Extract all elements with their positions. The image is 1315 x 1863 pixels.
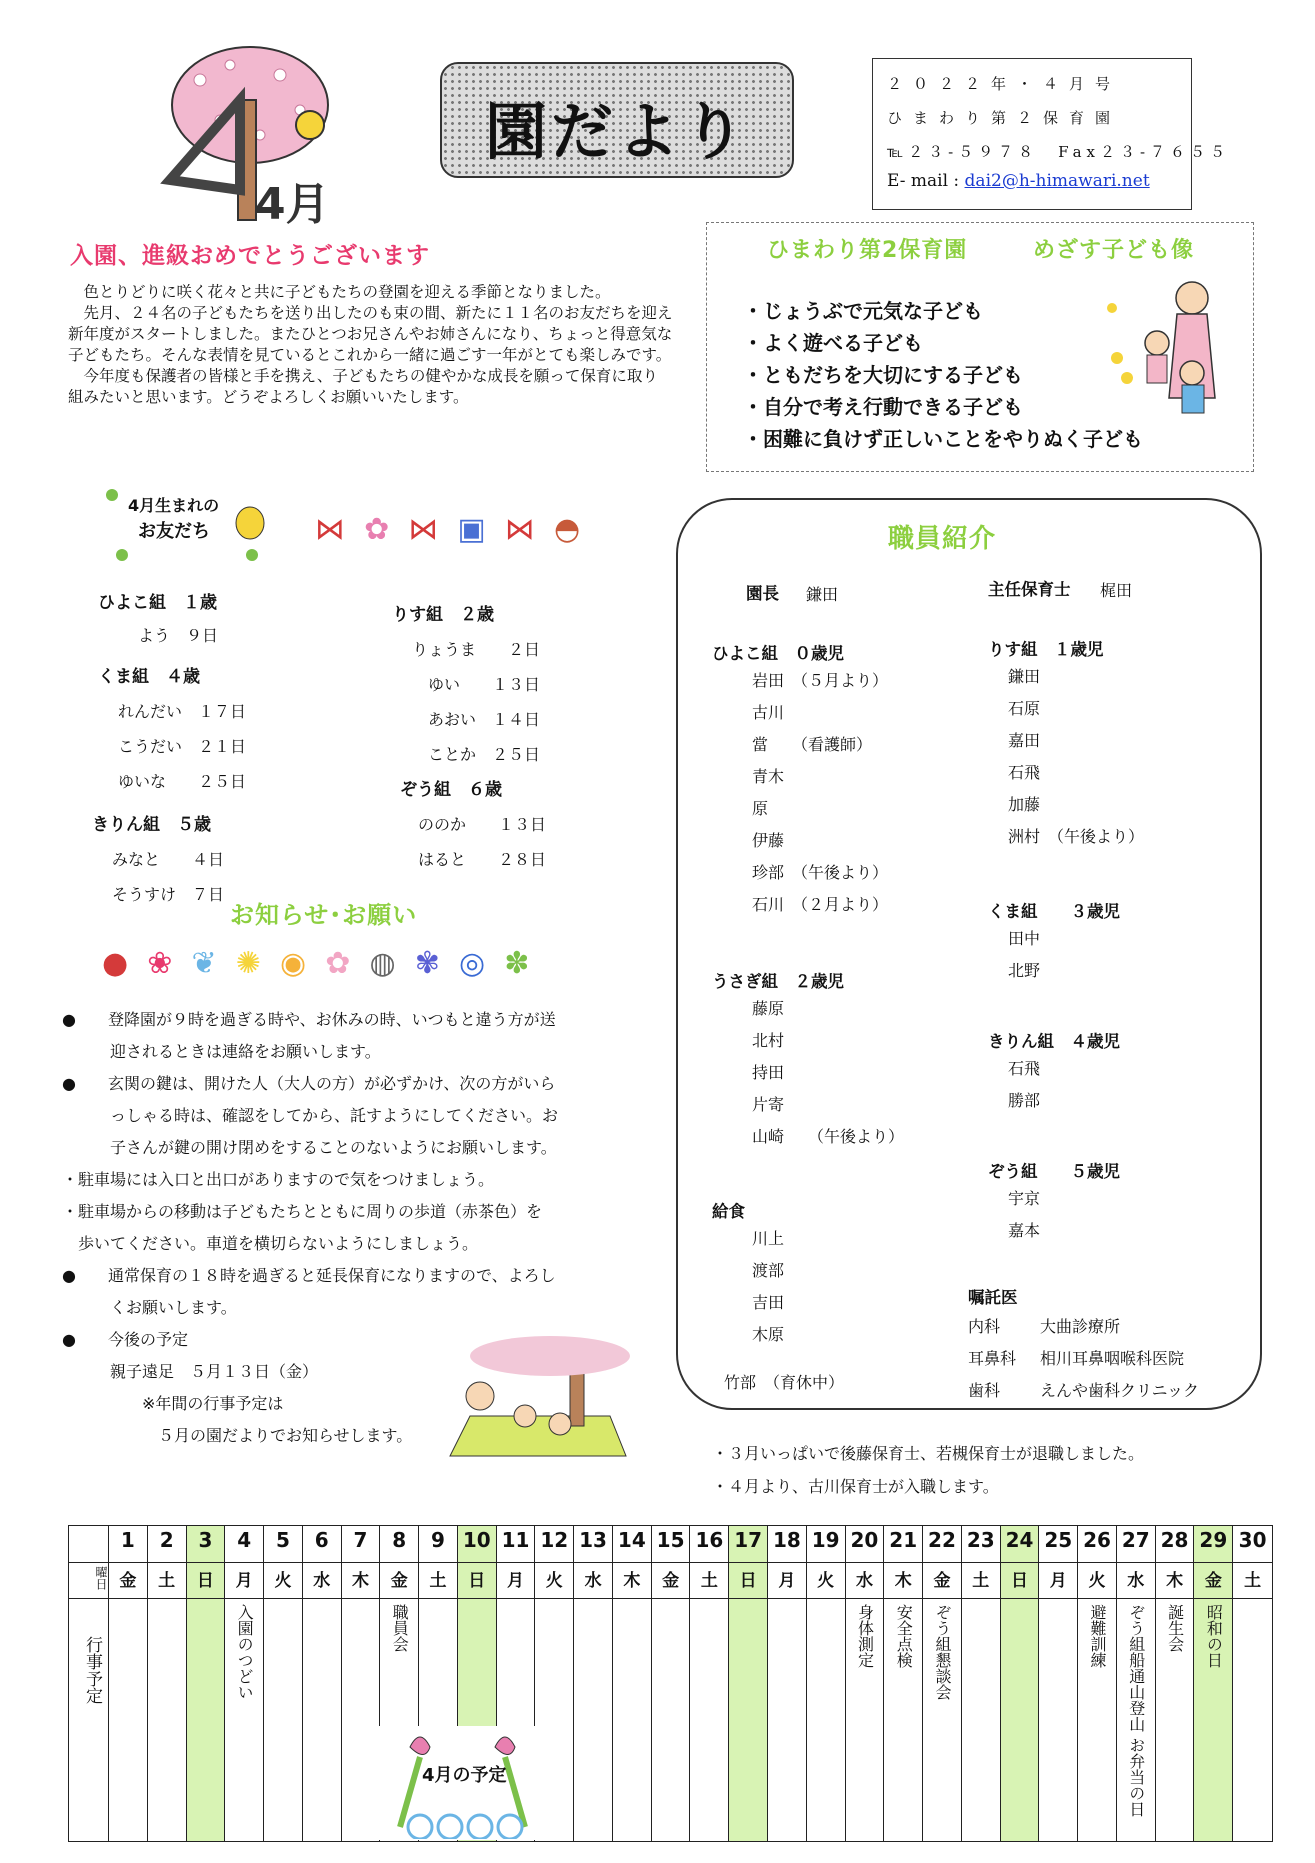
goal-item: ・困難に負けず正しいことをやりぬく子ども: [743, 427, 1143, 451]
weekday: 水: [313, 1571, 331, 1591]
day-number: 10: [462, 1528, 491, 1552]
calendar-badge: [379, 1726, 551, 1840]
staff-name: 洲村 （午後より）: [1008, 827, 1145, 846]
weekday: 日: [1011, 1571, 1028, 1591]
day-number: 9: [431, 1528, 445, 1552]
day-number: 18: [772, 1528, 801, 1552]
staff-name: 當 （看護師）: [752, 735, 873, 754]
staff-name: 岩田 （５月より）: [752, 671, 889, 690]
calendar-day-column: [1233, 1526, 1272, 1841]
notice-line: ● 通常保育の１８時を過ぎると延長保育になりますので、よろし: [62, 1266, 556, 1285]
staff-name: 木原: [752, 1325, 785, 1344]
day-number: 2: [159, 1528, 174, 1552]
calendar-day-column: [109, 1526, 148, 1841]
birthday-group: [98, 588, 218, 646]
birthday-group: [98, 662, 246, 792]
issue-date: ２０２２年・４月号: [887, 75, 1122, 93]
ribbon-icon: ⋈: [504, 512, 535, 547]
calendar-day-column: [729, 1526, 768, 1841]
notice-line: くお願いします。: [62, 1298, 237, 1317]
notices-title-text: お知らせ･お願い: [230, 901, 418, 929]
group-head: ぞう組 ６歳: [400, 780, 502, 800]
goal-item: ・ともだちを大切にする子ども: [743, 363, 1023, 387]
weekday: 水: [1127, 1571, 1145, 1591]
calendar-day-column: [225, 1526, 264, 1841]
day-number: 6: [314, 1528, 329, 1552]
email-label: E- mail :: [887, 171, 965, 191]
staff-name: 持田: [752, 1063, 785, 1082]
weekday: 水: [855, 1571, 873, 1591]
notices-title: [230, 895, 417, 930]
birthday-entry: そうすけ ７日: [112, 885, 225, 904]
birthday-entry: ゆい １３日: [428, 675, 541, 694]
calendar-row-labels: [69, 1526, 109, 1841]
weekday: 木: [351, 1571, 369, 1591]
staff-name: 石原: [1008, 699, 1041, 718]
group-head: きりん組 ５歳: [92, 815, 211, 835]
cake-icon: ◓: [553, 512, 581, 547]
group-head: りす組 ２歳: [392, 605, 494, 625]
staff-change-note: ・４月より、古川保育士が入職します。: [712, 1477, 999, 1496]
ribbon-icon: ⋈: [408, 512, 439, 547]
birthday-entry: みなと ４日: [112, 850, 225, 869]
group-head: ぞう組 ５歳児: [988, 1162, 1120, 1181]
day-number: 24: [1005, 1528, 1034, 1552]
weekday: 土: [429, 1571, 447, 1591]
notice-line: 歩いてください。車道を横切らないようにしましょう。: [62, 1234, 479, 1253]
staff-name: 青木: [752, 767, 785, 786]
greeting-paragraph: 先月、２４名の子どもたちを送り出したのも束の間、新たに１１名のお友だちを迎え新年度がスタートしました。またひとつお兄さんやお姉さんになり、ちょっと得意気な子どもたち。そんな表情を見ているとこれから一緒に過ごす一年がとても楽しみです。: [68, 304, 673, 364]
staff-group-zou: [988, 1158, 1120, 1250]
weekday: 日: [739, 1571, 757, 1591]
gift-box-icon: ▣: [457, 512, 486, 547]
staff-group-hiyoko: [712, 640, 888, 924]
calendar-day-column: [303, 1526, 342, 1841]
calendar-day-column: [148, 1526, 187, 1841]
day-number: 13: [579, 1528, 607, 1552]
notice-line: ・駐車場からの移動は子どもたちとともに周りの歩道（赤茶色）を: [62, 1202, 543, 1221]
day-number: 12: [540, 1528, 569, 1552]
weekday: 金: [933, 1571, 951, 1591]
day-number: 20: [850, 1528, 879, 1552]
day-number: 11: [501, 1528, 530, 1552]
day-number: 7: [353, 1528, 368, 1552]
violet-icon: ✾: [414, 946, 440, 981]
day-number: 16: [695, 1528, 724, 1552]
birthday-entry: ののか １３日: [418, 815, 547, 834]
calendar-day-column: [846, 1526, 885, 1841]
calendar-day-column: [187, 1526, 226, 1841]
day-number: 27: [1121, 1528, 1150, 1552]
birthday-entry: はると ２８日: [418, 850, 547, 869]
weekday: 金: [662, 1571, 680, 1591]
april-calendar: [68, 1525, 1273, 1842]
group-head: きりん組 ４歳児: [988, 1032, 1120, 1051]
calendar-row-divider: [69, 1598, 1272, 1599]
staff-name: 嘉田: [1008, 731, 1041, 750]
newsletter-title: 園だより: [484, 95, 749, 168]
day-number: 8: [392, 1528, 407, 1552]
head-teacher-role: 主任保育士: [988, 580, 1071, 599]
weekday: 火: [817, 1571, 835, 1591]
weekday: 木: [894, 1571, 912, 1591]
weekday: 火: [545, 1571, 563, 1591]
calendar-day-column: [1078, 1526, 1117, 1841]
flower-bouquet-icon: ✿: [364, 512, 390, 547]
staff-name: 加藤: [1008, 795, 1041, 814]
weekday: 日: [196, 1571, 214, 1591]
group-head: 嘱託医: [968, 1288, 1018, 1307]
snail-icon: ◎: [459, 946, 486, 981]
notice-line: ● 今後の予定: [62, 1330, 188, 1349]
greeting-title: 入園、進級おめでとうございます: [70, 243, 430, 269]
notice-line: 子さんが鍵の開け閉めをすることのないようにお願いします。: [62, 1138, 557, 1157]
events-row-label: 行事予定: [82, 1636, 102, 1704]
calendar-event: 安全点検: [894, 1604, 914, 1668]
staff-name: 嘉本: [1008, 1221, 1041, 1240]
birthday-entry: あおい １４日: [428, 710, 541, 729]
director-role: 園長: [746, 584, 779, 603]
butterfly-icon: ❦: [191, 946, 217, 981]
decoration-row: [315, 512, 594, 547]
doctor-name: 大曲診療所: [1040, 1317, 1121, 1336]
doctor-dept: 歯科: [968, 1381, 1001, 1400]
weekday: 月: [1049, 1571, 1067, 1591]
doctor-name: 相川耳鼻咽喉科医院: [1040, 1349, 1185, 1368]
weekday: 金: [119, 1571, 137, 1591]
staff-title: 職員紹介: [888, 524, 997, 554]
calendar-day-column: [1001, 1526, 1040, 1841]
day-number: 4: [237, 1528, 252, 1552]
notice-line: 迎されるときは連絡をお願いします。: [62, 1042, 381, 1061]
ladybug-icon: ●: [102, 946, 129, 981]
staff-name: 渡部: [752, 1261, 785, 1280]
goals-title-left: ひまわり第2保育園: [767, 238, 968, 263]
staff-name: 吉田: [752, 1293, 785, 1312]
weekday: 日: [468, 1571, 486, 1591]
birthday-badge-line1: 4月生まれの: [128, 496, 220, 515]
birthday-entry: こうだい ２１日: [118, 737, 247, 756]
staff-name: 古川: [752, 703, 785, 722]
notice-line: っしゃる時は、確認をしてから、託すようにしてください。お: [62, 1106, 559, 1125]
staff-box: [676, 498, 1262, 1410]
goals-box: [706, 222, 1254, 472]
weekday: 土: [158, 1571, 176, 1591]
phone-fax: ℡２３-５９７８ Fax２３-７６５５: [887, 143, 1231, 161]
staff-group-kitchen: [712, 1198, 784, 1354]
calendar-row-divider: [69, 1562, 1272, 1563]
calendar-day-column: [1117, 1526, 1156, 1841]
staff-name: 石飛: [1008, 1059, 1041, 1078]
birthday-badge-line2: お友だち: [138, 521, 210, 542]
birthday-entry: りょうま ２日: [412, 640, 541, 659]
staff-group-kirin: [988, 1028, 1120, 1120]
day-number: 30: [1238, 1528, 1267, 1552]
birthday-group: [92, 810, 224, 905]
weekday: 月: [235, 1571, 253, 1591]
notice-line: ・駐車場には入口と出口がありますので気をつけましょう。: [62, 1170, 495, 1189]
day-number: 5: [275, 1528, 290, 1552]
calendar-event: 昭和の日: [1204, 1604, 1224, 1668]
calendar-day-column: [768, 1526, 807, 1841]
staff-name: 田中: [1008, 929, 1041, 948]
goals-title-right: めざす子ども像: [1033, 238, 1195, 263]
staff-name: 石川 （２月より）: [752, 895, 889, 914]
weekday: 月: [507, 1571, 525, 1591]
doctor-list: [968, 1284, 1199, 1410]
doctor-dept: 耳鼻科: [968, 1349, 1017, 1368]
calendar-badge-text: 4月の予定: [422, 1765, 507, 1786]
calendar-event: 誕生会: [1165, 1604, 1185, 1652]
notice-line: ５月の園だよりでお知らせします。: [62, 1426, 413, 1445]
staff-name: 川上: [752, 1229, 785, 1248]
staff-name: 勝部: [1008, 1091, 1041, 1110]
calendar-day-column: [613, 1526, 652, 1841]
email-line: [887, 171, 1181, 191]
staff-name: 片寄: [752, 1095, 785, 1114]
staff-name: 鎌田: [1008, 667, 1041, 686]
group-head: くま組 ４歳: [98, 667, 200, 687]
weekday: 金: [390, 1571, 408, 1591]
notice-line: ● 登降園が９時を過ぎる時や、お休みの時、いつもと違う方が送: [62, 1010, 556, 1029]
calendar-event: 避難訓練: [1088, 1604, 1108, 1668]
weekday: 土: [972, 1571, 990, 1591]
greeting-paragraph: 今年度も保護者の皆様と手を携え、子どもたちの健やかな成長を願って保育に取り組みたいと思います。どうぞよろしくお願いいたします。: [68, 367, 658, 406]
weekday: 土: [700, 1571, 718, 1591]
group-head: くま組 ３歳児: [988, 902, 1120, 921]
birthday-entry: ゆいな ２５日: [118, 772, 247, 791]
calendar-event: 職員会: [390, 1604, 410, 1652]
staff-name: 藤原: [752, 999, 785, 1018]
calendar-day-column: [807, 1526, 846, 1841]
calendar-day-column: [1194, 1526, 1233, 1841]
weekday: 金: [1204, 1571, 1222, 1591]
calendar-day-column: [1039, 1526, 1078, 1841]
day-number: 1: [120, 1528, 135, 1552]
day-number: 26: [1083, 1528, 1111, 1552]
bug-flower-row: [102, 946, 543, 981]
greeting-paragraph: 色とりどりに咲く花々と共に子どもたちの登園を迎える季節となりました。: [68, 283, 611, 301]
greeting-body: [68, 282, 673, 408]
birthday-entry: ことか ２５日: [428, 745, 541, 764]
group-head: りす組 １歳児: [988, 640, 1104, 659]
weekday: 木: [623, 1571, 641, 1591]
day-number: 21: [889, 1528, 918, 1552]
weekday: 月: [778, 1571, 796, 1591]
day-number: 14: [617, 1528, 646, 1552]
day-number: 17: [734, 1528, 763, 1552]
tulip-icon: ❀: [147, 946, 173, 981]
birthday-group: [400, 775, 546, 870]
staff-name: 原: [752, 799, 769, 818]
email-link[interactable]: dai2@h-himawari.net: [964, 171, 1150, 191]
ribbon-icon: ⋈: [315, 512, 345, 547]
staff-name: 山崎 （午後より）: [752, 1127, 905, 1146]
doctor-dept: 内科: [968, 1317, 1001, 1336]
day-number: 25: [1044, 1528, 1073, 1552]
weekday-row-label: 曜日: [94, 1566, 108, 1590]
issue-info-box: [872, 58, 1231, 210]
birthday-entry: よう ９日: [138, 626, 219, 645]
staff-group-usagi: [712, 968, 904, 1156]
day-number: 15: [656, 1528, 685, 1552]
mother-children-icon: [1097, 278, 1237, 428]
goal-item: ・自分で考え行動できる子ども: [743, 395, 1023, 419]
director-name: 鎌田: [806, 585, 839, 604]
staff-name: 北野: [1008, 961, 1041, 980]
weekday: 火: [1088, 1571, 1106, 1591]
calendar-day-column: [962, 1526, 1001, 1841]
staff-group-risu: [988, 636, 1144, 856]
month-label: 4月: [255, 179, 330, 230]
staff-name: 北村: [752, 1031, 785, 1050]
day-number: 3: [198, 1528, 213, 1552]
group-head: ひよこ組 １歳: [98, 593, 217, 613]
newsletter-title-box: [440, 62, 794, 178]
calendar-event: 入園のつどい: [235, 1604, 255, 1700]
group-head: ひよこ組 ０歳児: [712, 644, 844, 663]
calendar-day-column: [342, 1526, 381, 1841]
calendar-event: ぞう組懇談会: [932, 1604, 952, 1700]
birthday-group: [392, 600, 540, 765]
day-number: 23: [966, 1528, 995, 1552]
staff-name: 石飛: [1008, 763, 1041, 782]
calendar-day-column: [264, 1526, 303, 1841]
staff-name: 伊藤: [752, 831, 785, 850]
day-number: 28: [1160, 1528, 1189, 1552]
day-number: 22: [928, 1528, 956, 1552]
birthday-entry: れんだい １７日: [118, 702, 247, 721]
month-graphic: [160, 40, 360, 230]
calendar-day-column: [652, 1526, 691, 1841]
staff-name: 珍部 （午後より）: [752, 863, 889, 882]
org-name: ひまわり第２保育園: [887, 109, 1122, 127]
calendar-day-column: [923, 1526, 962, 1841]
picnic-illustration-icon: [440, 1336, 636, 1468]
pillbug-icon: ◍: [369, 946, 396, 981]
blossom-icon: ✿: [325, 946, 351, 981]
dandelion-icon: ✺: [235, 946, 261, 981]
group-head: 給食: [712, 1202, 745, 1221]
dandelion-seed-icon: ✽: [504, 946, 530, 981]
weekday: 水: [584, 1571, 602, 1591]
day-number: 29: [1199, 1528, 1228, 1552]
calendar-day-column: [691, 1526, 730, 1841]
weekday: 火: [274, 1571, 292, 1591]
bee-icon: ◉: [279, 946, 307, 981]
calendar-event: 身体測定: [855, 1604, 875, 1668]
staff-group-kuma: [988, 898, 1120, 990]
calendar-day-column: [1156, 1526, 1195, 1841]
goal-item: ・よく遊べる子ども: [743, 331, 923, 355]
doctor-name: えんや歯科クリニック: [1040, 1381, 1200, 1400]
group-head: うさぎ組 ２歳児: [712, 972, 844, 991]
calendar-day-column: [574, 1526, 613, 1841]
notice-line: 親子遠足 ５月１３日（金）: [62, 1362, 319, 1381]
staff-name: 宇京: [1008, 1189, 1041, 1208]
head-teacher-name: 梶田: [1100, 581, 1133, 600]
birthday-badge: [102, 485, 272, 565]
notice-line: ● 玄関の鍵は、開けた人（大人の方）が必ずかけ、次の方がいら: [62, 1074, 556, 1093]
calendar-day-column: [884, 1526, 923, 1841]
goal-item: ・じょうぶで元気な子ども: [743, 299, 983, 323]
day-number: 19: [811, 1528, 840, 1552]
notice-line: ※年間の行事予定は: [62, 1394, 284, 1413]
calendar-event: ぞう組船通山登山 お弁当の日: [1126, 1604, 1146, 1818]
staff-change-note: ・３月いっぱいで後藤保育士、若槻保育士が退職しました。: [712, 1444, 1145, 1463]
weekday: 木: [1166, 1571, 1184, 1591]
weekday: 土: [1244, 1571, 1262, 1591]
staff-on-leave: 竹部 （育休中）: [724, 1373, 845, 1392]
